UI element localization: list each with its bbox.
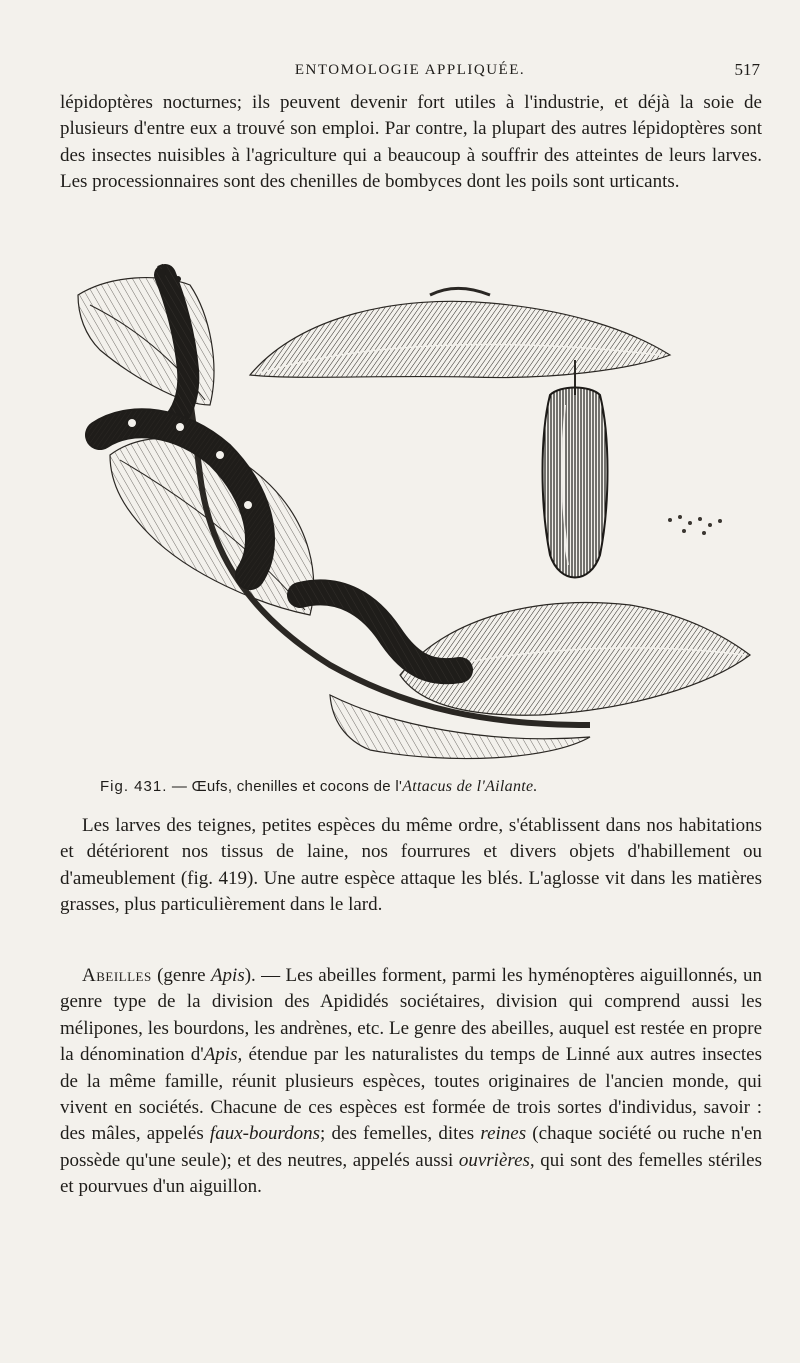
eggs xyxy=(668,515,722,535)
paragraph-top: lépidoptères nocturnes; ils peuvent devenir fort utiles à l'industrie, et déjà la soie de plusieurs d'entre eux a trouvé son emploi. Par contre, la plupart des autres lépidoptères sont des insectes nuisibles à l'agriculture qui a beaucoup à souffrir des atteintes de leurs larves. Les processionnaires sont des chenilles de bombyces dont les poils sont urticants. xyxy=(60,92,762,193)
paragraph-teignes: Les larves des teignes, petites espèces du même ordre, s'établissent dans nos habitations et détériorent nos tissus de laine, nos fourrures et divers objets d'habillement ou d'ameublement (fig. 419). Une autre espèce attaque les blés. L'aglosse vit dans les matières grasses, plus particulièrement dans le lard. xyxy=(60,815,762,916)
genus-prefix: (genre xyxy=(151,965,211,986)
text-c: ; des femelles, dites xyxy=(320,1123,481,1145)
running-head xyxy=(60,60,760,84)
figure-caption xyxy=(100,778,760,796)
genus-name: Apis xyxy=(210,965,245,986)
caption-species: Attacus de l'Ailante. xyxy=(402,778,538,795)
text-d: (chaque société ou ruche n'en possède qu'une seule); et des neutres, appelés aussi xyxy=(60,1123,762,1171)
text-b: , étendue par les naturalistes du temps de Linné aux autres insectes de la même famille, réunit plusieurs espèces, toutes originaires de l'ancien monde, qui vivent en sociétés. Chacune de ces espèces est formée de trois sortes d'individus, savoir : des mâles, appelés xyxy=(60,1044,762,1145)
apis-term: Apis xyxy=(203,1044,238,1066)
caption-text: — Œufs, chenilles et cocons de l' xyxy=(171,778,403,795)
term-faux-bourdons: faux-bourdons xyxy=(209,1123,321,1145)
text-e: , qui sont des femelles stériles et pourvues d'un aiguillon. xyxy=(60,1149,762,1198)
figure-label: Fig. 431. xyxy=(100,778,168,795)
page-number: 517 xyxy=(734,60,760,79)
engraving-attacus-illustration xyxy=(70,255,760,770)
cocoon xyxy=(543,360,608,578)
paragraph-abeilles xyxy=(60,963,762,1201)
figure-illustration xyxy=(70,255,760,770)
running-title: ENTOMOLOGIE APPLIQUÉE. xyxy=(294,62,526,78)
term-reines: reines xyxy=(480,1123,527,1145)
upper-right-leaf xyxy=(250,288,670,377)
term-ouvrieres: ouvrières xyxy=(458,1149,530,1171)
section-heading-abeilles: Abeilles xyxy=(82,965,152,986)
text-a: ). — Les abeilles forment, parmi les hyménoptères aiguillonnés, un genre type de la division des Apididés sociétaires, division qui comprend aussi les mélipones, les bourdons, les andrènes, etc. Le genre des abeilles, auquel est restée en propre la dénomination d' xyxy=(60,965,762,1066)
